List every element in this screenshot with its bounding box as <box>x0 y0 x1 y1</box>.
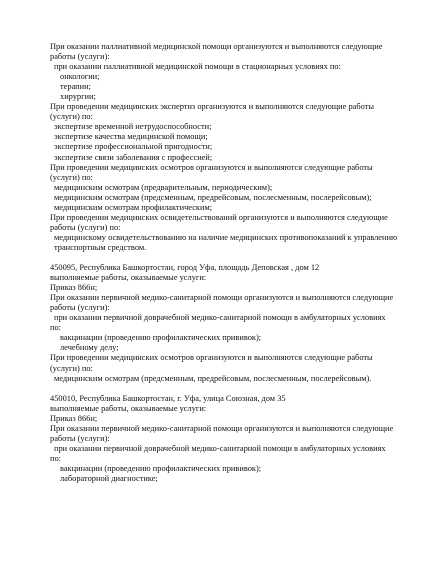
document-line: лечебному делу; <box>60 343 119 353</box>
document-line: (услуги) по: <box>50 112 93 122</box>
document-line: по: <box>50 453 61 463</box>
document-line: экспертизе профессиональной пригодности; <box>54 142 213 152</box>
document-line: терапии; <box>60 82 91 92</box>
document-line: При оказании первичной медико-санитарной помощи организуются и выполняются следующие <box>50 423 394 433</box>
document-line: 450095, Республика Башкортостан, город Уфа, площадь Деповская , дом 12 <box>50 263 320 273</box>
document-line: выполняемые работы, оказываемые услуги: <box>50 273 207 283</box>
document-line: лабораторной диагностике; <box>60 474 158 484</box>
document-line: медицинскому освидетельствованию на наличие медицинских противопоказаний к управлению <box>54 232 398 242</box>
document-line: медицинским осмотрам (предсменным, предрейсовым, послесменным, послерейсовым). <box>54 373 372 383</box>
document-line: работы (услуги): <box>50 52 110 62</box>
document-line: по: <box>50 323 61 333</box>
document-line: при оказании первичной доврачебной медико-санитарной помощи в амбулаторных условиях <box>54 313 386 323</box>
document-line: При оказании паллиативной медицинской помощи организуются и выполняются следующие <box>50 42 383 51</box>
document-line: медицинским осмотрам профилактическим; <box>54 202 213 212</box>
document-line: Приказ 866н; <box>50 283 98 293</box>
document-line: медицинским осмотрам (предварительным, периодическим); <box>54 182 273 192</box>
document-line: При проведении медицинских освидетельствований организуются и выполняются следующие <box>50 212 388 222</box>
document-line: экспертизе связи заболевания с профессией; <box>54 152 213 162</box>
document-line: вакцинации (проведению профилактических прививок); <box>60 463 262 473</box>
document-line: экспертизе качества медицинской помощи; <box>54 132 208 142</box>
document-line: (услуги) по: <box>50 172 93 182</box>
paragraph-gap <box>50 384 410 394</box>
document-line: При оказании первичной медико-санитарной помощи организуются и выполняются следующие <box>50 293 394 303</box>
document-line: вакцинации (проведению профилактических прививок); <box>60 333 262 343</box>
document-line: работы (услуги): <box>50 303 110 313</box>
paragraph-gap <box>50 253 410 263</box>
document-line: работы (услуги): <box>50 433 110 443</box>
document-body <box>50 42 410 484</box>
document-line: при оказании паллиативной медицинской помощи в стационарных условиях по: <box>54 62 341 72</box>
document-line: выполняемые работы, оказываемые услуги: <box>50 403 207 413</box>
document-line: При проведении медицинских осмотров организуются и выполняются следующие работы <box>50 162 373 172</box>
document-line: медицинским осмотрам (предсменным, предрейсовым, послесменным, послерейсовым); <box>54 192 372 202</box>
document-line: транспортным средством. <box>54 242 147 252</box>
document-line: 450010, Республика Башкортостан, г. Уфа, улица Союзная, дом 35 <box>50 393 286 403</box>
document-line: работы (услуги) по: <box>50 222 121 232</box>
document-line: хирургии; <box>60 92 96 102</box>
document-line: При проведении медицинских экспертиз организуются и выполняются следующие работы <box>50 102 374 112</box>
document-line: (услуги) по: <box>50 363 93 373</box>
document-line: при оказании первичной доврачебной медико-санитарной помощи в амбулаторных условиях <box>54 443 386 453</box>
document-line: При проведении медицинских осмотров организуются и выполняются следующие работы <box>50 353 373 363</box>
document-line: Приказ 866н; <box>50 413 98 423</box>
document-line: онкологии; <box>60 72 100 82</box>
document-line: экспертизе временной нетрудоспособности; <box>54 122 212 132</box>
